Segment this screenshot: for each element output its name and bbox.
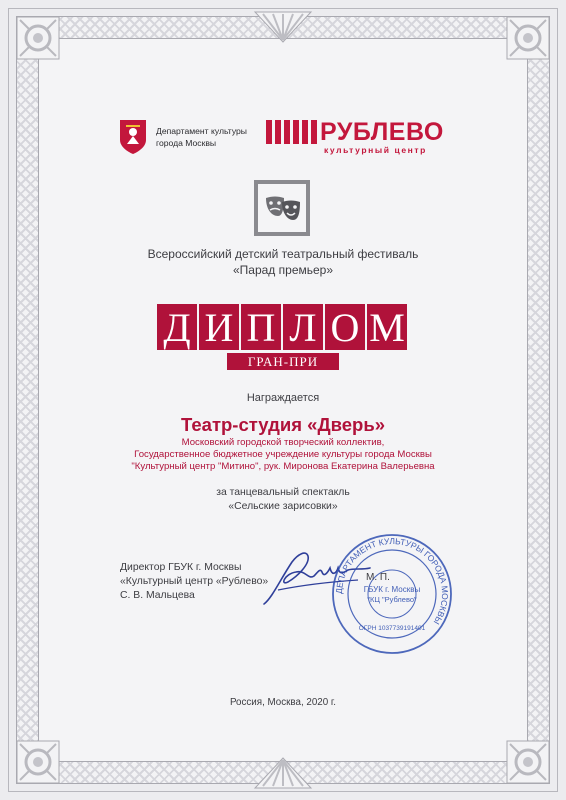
corner-ornament-top-left [16, 16, 60, 60]
diploma-letter: О [325, 304, 365, 350]
rublevo-bars-icon [266, 120, 318, 144]
stamp-center-line2: "КЦ "Рублево" [367, 595, 417, 604]
rublevo-subtitle: культурный центр [324, 145, 427, 155]
awarded-to-label: Награждается [246, 392, 320, 404]
department-name-line1: Департамент культуры [156, 126, 247, 136]
performance-title: «Сельские зарисовки» [228, 501, 338, 512]
festival-title-line2: «Парад премьер» [232, 263, 334, 277]
moscow-coat-of-arms-icon [118, 118, 148, 156]
stamp-center-line1: ГБУК г. Москвы [363, 585, 421, 594]
diploma-letter: Д [157, 304, 197, 350]
winner-description-line1: Московский городской творческий коллектив, [181, 437, 385, 448]
director-title-line1: Директор ГБУК г. Москвы [120, 562, 242, 573]
diploma-title [157, 304, 409, 350]
diploma-letter: М [367, 304, 407, 350]
official-stamp [330, 532, 454, 656]
diploma-letter: П [241, 304, 281, 350]
theatre-masks-icon [254, 180, 310, 236]
winner-description-line2: Государственное бюджетное учреждение культуры города Москвы [134, 449, 432, 460]
director-name: С. В. Мальцева [120, 590, 195, 601]
performance-label: за танцевальный спектакль [216, 487, 350, 498]
stamp-place-label: М. П. [366, 572, 390, 583]
festival-title-line1: Всероссийский детский театральный фестиваль [147, 247, 419, 261]
corner-ornament-bottom-right [506, 740, 550, 784]
grand-prix-badge: ГРАН-ПРИ [227, 353, 339, 370]
corner-ornament-bottom-left [16, 740, 60, 784]
director-title-line2: «Культурный центр «Рублево» [120, 576, 269, 587]
diploma-letter: И [199, 304, 239, 350]
stamp-outer-text: ДЕПАРТАМЕНТ КУЛЬТУРЫ ГОРОДА МОСКВЫ [333, 535, 451, 627]
department-logo [118, 118, 258, 158]
fan-ornament-bottom [253, 756, 313, 790]
corner-ornament-top-right [506, 16, 550, 60]
rublevo-logo [266, 118, 450, 156]
winner-description-line3: "Культурный центр "Митино", рук. Миронова Екатерина Валерьевна [131, 461, 435, 472]
diploma-letter: Л [283, 304, 323, 350]
rublevo-name: РУБЛЕВО [320, 118, 444, 146]
winner-name: Театр-студия «Дверь» [180, 414, 385, 435]
fan-ornament-top [253, 10, 313, 44]
department-name-line2: города Москвы [156, 138, 217, 148]
place-and-date: Россия, Москва, 2020 г. [229, 697, 337, 708]
stamp-ogrn: ОГРН 1037739191401 [358, 625, 426, 632]
